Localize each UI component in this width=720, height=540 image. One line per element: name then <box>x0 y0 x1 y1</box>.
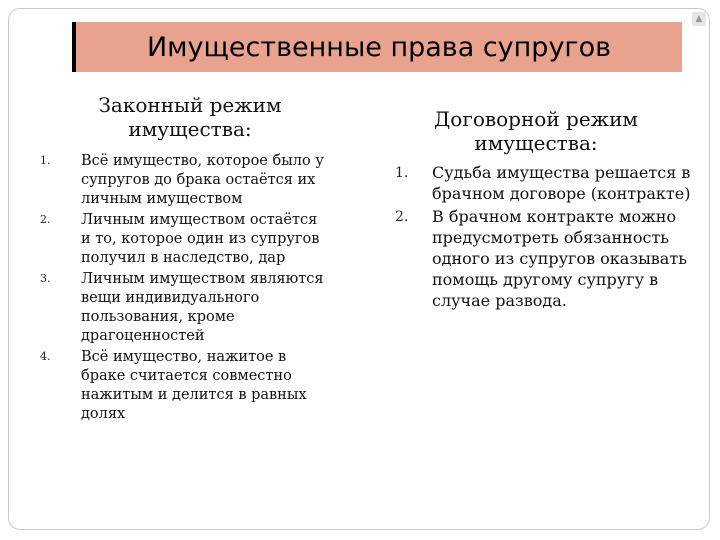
list-item-number: 1. <box>395 165 409 181</box>
contract-regime-heading-line2: имущества: <box>474 131 598 155</box>
legal-regime-heading <box>60 93 320 141</box>
legal-regime-heading-line1: Законный режим <box>98 93 282 117</box>
list-item <box>40 211 330 268</box>
list-item-number: 2. <box>40 213 51 226</box>
list-item-text: В брачном контракте можно предусмотреть обязанность одного из супругов оказывать помощь другому супругу в случае развода. <box>432 207 687 310</box>
list-item <box>395 162 695 204</box>
contract-regime-heading <box>406 107 666 155</box>
list-item-number: 3. <box>40 272 51 285</box>
list-item <box>40 270 330 346</box>
title-bar <box>72 22 682 72</box>
list-item-text: Судьба имущества решается в брачном договоре (контракте) <box>432 163 691 203</box>
page-title: Имущественные права супругов <box>146 31 612 63</box>
contract-regime-heading-line1: Договорной режим <box>434 107 638 131</box>
contract-regime-list <box>395 162 695 313</box>
list-item <box>40 152 330 209</box>
list-item-number: 2. <box>395 209 409 225</box>
list-item-text: Всё имущество, которое было у супругов до брака остаётся их личным имуществом <box>81 153 324 207</box>
list-item-number: 4. <box>40 350 51 363</box>
list-item-number: 1. <box>40 154 51 167</box>
list-item <box>395 206 695 311</box>
legal-regime-list <box>40 152 330 426</box>
legal-regime-heading-line2: имущества: <box>128 117 252 141</box>
list-item-text: Личным имуществом являются вещи индивидуального пользования, кроме драгоценностей <box>81 271 324 344</box>
list-item <box>40 348 330 424</box>
list-item-text: Личным имуществом остаётся и то, которое один из супругов получил в наследство, дар <box>81 212 320 266</box>
list-item-text: Всё имущество, нажитое в браке считается совместно нажитым и делится в равных долях <box>81 349 307 422</box>
corner-arrow-icon: ▲ <box>692 12 706 26</box>
